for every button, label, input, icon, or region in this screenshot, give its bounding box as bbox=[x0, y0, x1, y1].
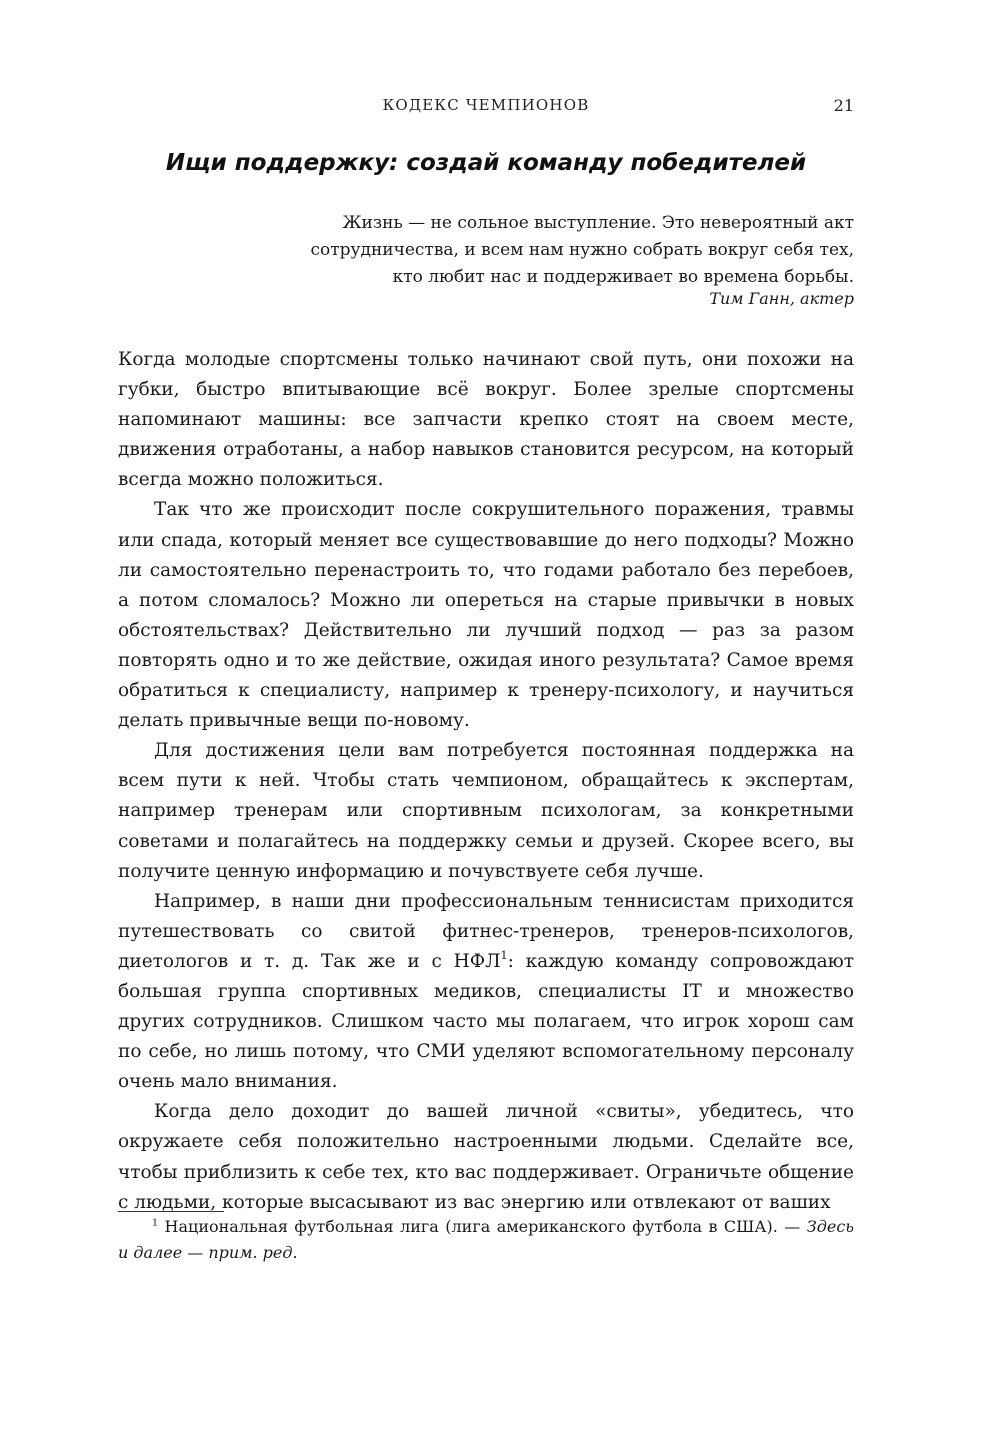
paragraph-1: Когда молодые спортсмены только начинают свой путь, они похожи на губки, быстро впитывающие всё вокруг. Более зрелые спортсмены напоминают машины: все запчасти крепко стоят на своем месте, движения отработаны, а набор навыков становится ресурсом, на который всегда можно положиться. bbox=[118, 349, 854, 491]
epigraph-source: Тим Ганн, актер bbox=[709, 289, 854, 308]
footnote-number: 1 bbox=[152, 1217, 159, 1229]
footnote bbox=[118, 1214, 854, 1266]
footnote-text: Национальная футбольная лига (лига американского футбола в США). — bbox=[158, 1217, 807, 1236]
paragraph-4-end: : каждую команду сопровождают большая группа спортивных медиков, специалисты IT и множество других сотрудников. Слишком часто мы полагаем, что игрок хорош сам по себе, но лишь потому, что СМИ уделяют вспомогательному персоналу очень мало внимания. bbox=[118, 950, 854, 1093]
paragraph-3: Для достижения цели вам потребуется постоянная поддержка на всем пути к ней. Чтобы стать чемпионом, обращайтесь к экспертам, например тренерам или спортивным психологам, за конкретными советами и полагайтесь на поддержку семьи и друзей. Скорее всего, вы получите ценную информацию и почувствуете себя лучше. bbox=[118, 740, 854, 882]
running-header bbox=[118, 96, 854, 120]
running-title: КОДЕКС ЧЕМПИОНОВ bbox=[382, 96, 590, 114]
section-title: Ищи поддержку: создай команду победителей bbox=[165, 150, 807, 176]
footnote-editor-note: Здесь и далее — прим. ред. bbox=[118, 1217, 854, 1262]
page-number: 21 bbox=[833, 96, 854, 115]
paragraph-2: Так что же происходит после сокрушительного поражения, травмы или спада, который меняет все существовавшие до него подходы? Можно ли самостоятельно перенастроить то, что годами работало без перебоев, а потом сломалось? Можно ли опереться на старые привычки в новых обстоятельствах? Действительно ли лучший подход — раз за разом повторять одно и то же действие, ожидая иного результата? Самое время обратиться к специалисту, например к тренеру-психологу, и научиться делать привычные вещи по-новому. bbox=[118, 499, 854, 732]
body-text bbox=[118, 345, 854, 1218]
footnote-divider bbox=[118, 1211, 224, 1212]
paragraph-4 bbox=[118, 887, 854, 1098]
paragraph-4-start: Например, в наши дни профессиональным теннисистам приходится путешествовать со свитой фитнес-тренеров, тренеров-психологов, диетологов и т. д. Так же и с НФЛ bbox=[118, 890, 854, 972]
footnote-reference[interactable]: 1 bbox=[500, 949, 508, 963]
paragraph-5: Когда дело доходит до вашей личной «свиты», убедитесь, что окружаете себя положительно настроенными людьми. Сделайте все, чтобы приблизить к себе тех, кто вас поддерживает. Ограничьте общение с людьми, которые высасывают из вас энергию или отвлекают от ваших bbox=[118, 1101, 854, 1213]
epigraph-quote: Жизнь — не сольное выступление. Это невероятный акт сотрудничества, и всем нам нужно собрать вокруг себя тех, кто любит нас и поддерживает во времена борьбы. bbox=[310, 213, 854, 287]
